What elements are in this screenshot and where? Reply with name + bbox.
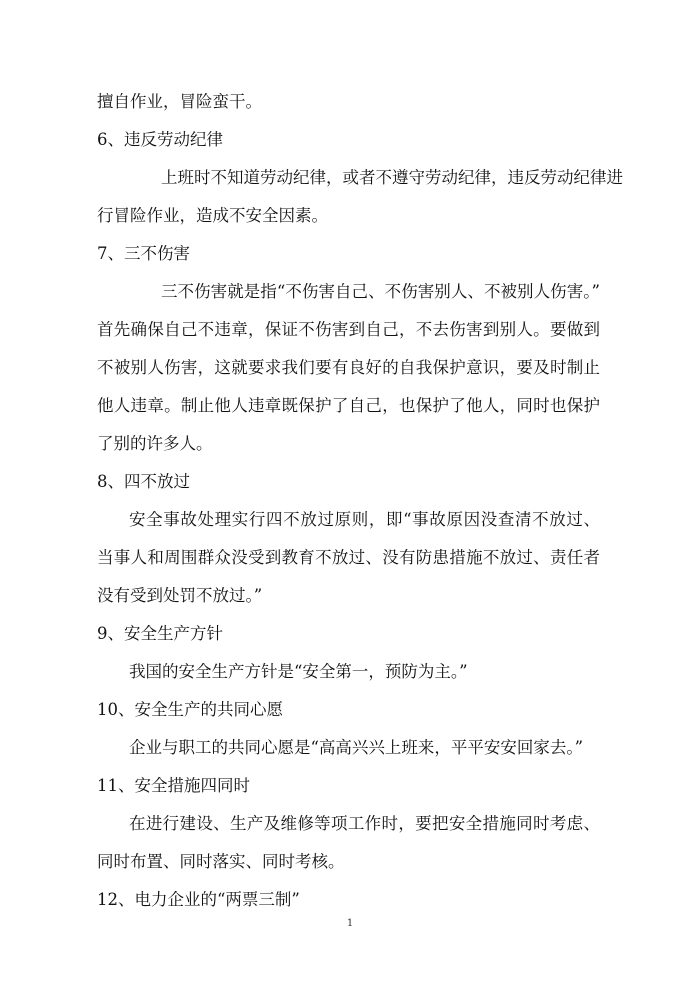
- paragraph-line: 了别的许多人。: [97, 434, 213, 453]
- paragraph-line: 在进行建设、生产及维修等项工作时，要把安全措施同时考虑、: [129, 814, 600, 833]
- section-heading-7: 7、三不伤害: [97, 244, 190, 263]
- paragraph-line: 当事人和周围群众没受到教育不放过、没有防患措施不放过、责任者: [97, 548, 600, 567]
- paragraph-line: 同时布置、同时落实、同时考核。: [97, 852, 345, 871]
- section-heading-12: 12、电力企业的“两票三制”: [97, 890, 300, 909]
- section-heading-9: 9、安全生产方针: [97, 624, 223, 643]
- section-heading-6: 6、违反劳动纪律: [97, 130, 223, 149]
- section-heading-10: 10、安全生产的共同心愿: [97, 700, 283, 719]
- paragraph-line: 安全事故处理实行四不放过原则，即“事故原因没查清不放过、: [129, 510, 600, 529]
- page-number: 1: [346, 918, 354, 929]
- paragraph-line: 我国的安全生产方针是“安全第一，预防为主。”: [129, 662, 468, 681]
- section-heading-11: 11、安全措施四同时: [97, 776, 250, 795]
- paragraph-line: 上班时不知道劳动纪律，或者不遵守劳动纪律，违反劳动纪律进: [161, 168, 623, 187]
- paragraph-line: 没有受到处罚不放过。”: [97, 586, 263, 605]
- paragraph-line: 企业与职工的共同心愿是“高高兴兴上班来，平平安安回家去。”: [129, 738, 584, 757]
- paragraph-line: 三不伤害就是指“不伤害自己、不伤害别人、不被别人伤害。”: [161, 282, 600, 301]
- paragraph-line: 行冒险作业，造成不安全因素。: [97, 206, 328, 225]
- paragraph-line: 他人违章。制止他人违章既保护了自己，也保护了他人，同时也保护: [97, 396, 600, 415]
- paragraph-line: 擅自作业，冒险蛮干。: [97, 92, 262, 111]
- section-heading-8: 8、四不放过: [97, 472, 190, 491]
- paragraph-line: 不被别人伤害，这就要求我们要有良好的自我保护意识，要及时制止: [97, 358, 600, 377]
- paragraph-line: 首先确保自己不违章，保证不伤害到自己，不去伤害到别人。要做到: [97, 320, 600, 339]
